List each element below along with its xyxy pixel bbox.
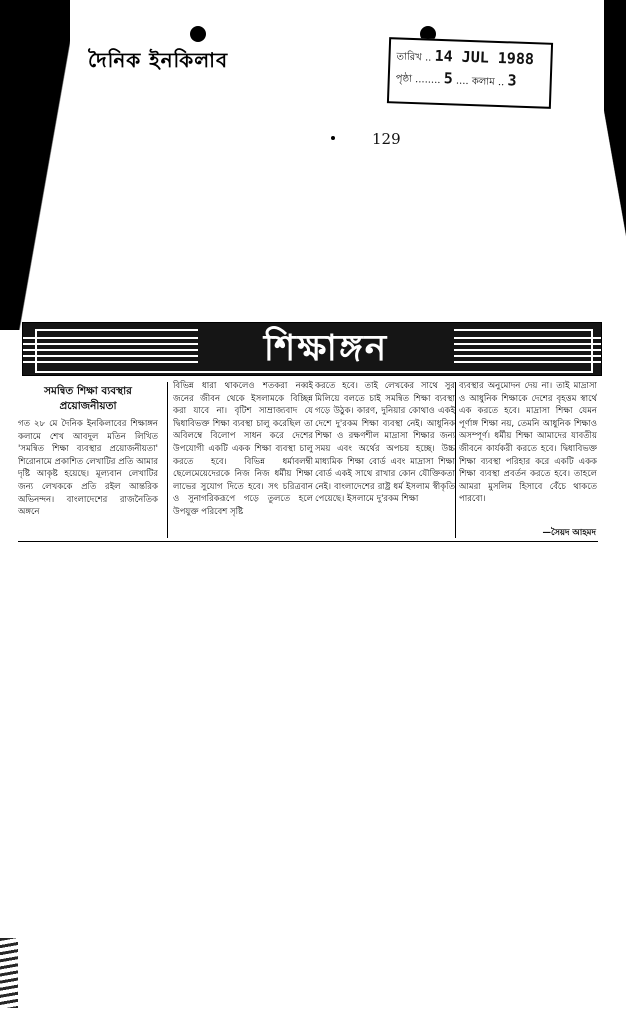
stamp-page-value: 5 <box>443 69 454 88</box>
column-divider <box>455 382 456 538</box>
article-column-4 <box>459 380 597 540</box>
column-divider <box>167 382 168 538</box>
article-column-3 <box>315 380 455 540</box>
page-number: 129 <box>372 130 401 148</box>
stamp-column-value: 3 <box>507 71 517 90</box>
stamp-date-value: 14 JUL 1988 <box>434 46 535 69</box>
date-stamp: তারিখ .. 14 JUL 1988 পৃষ্ঠা ........ 5 .... কলাম .. 3 <box>387 37 553 109</box>
newspaper-masthead: দৈনিক ইনকিলাব <box>88 48 229 72</box>
section-banner <box>22 322 602 376</box>
letter-article <box>18 380 598 542</box>
stamp-column-label: কলাম <box>471 76 495 88</box>
article-byline: —সৈয়দ আহমদ <box>542 528 596 538</box>
column-text: ব্যবস্থার অনুমোদন দেয় না। তাই মাদ্রাসা ও আধুনিক শিক্ষাকে দেশের বৃহত্তম স্বার্থে এক করতে হবে। মাদ্রাসা শিক্ষা যেমন পূর্ণাঙ্গ শিক্ষা নয়, তেমনি আধুনিক শিক্ষাও অসম্পূর্ণ। ধর্মীয় শিক্ষা আমাদের যাবতীয় জীবনে কার্যকরী করতে হবে। দ্বিধাবিভক্ত শিক্ষা ব্যবস্থা পরিহার করে একটি একক শিক্ষা ব্যবস্থা প্রবর্তন করতে হবে। তাহলে আমরা মুসলিম হিসাবে বেঁচে থাকতে পারবো। <box>459 381 597 505</box>
stamp-page-label: পৃষ্ঠা <box>395 73 413 85</box>
column-text: করতে হবে। তাই লেখকের সাথে সুর মিলিয়ে বলতে চাই সমন্বিত শিক্ষা ব্যবস্থা গড়ে উঠুক। কারণ, দুনিয়ার কোথাও একই দেশে দু'রকম শিক্ষা ব্যবস্থা নেই। আধুনিক শিক্ষা ও রক্ষণশীল মাদ্রাসা শিক্ষার জন্য সময় এবং অর্থের অপচয় হচ্ছে। উচ্চ মাধ্যমিক শিক্ষা বোর্ড এবং মাদ্রাসা শিক্ষা বোর্ড একই সাথে রাখার কোন যৌক্তিকতা নেই। বাংলাদেশের রাষ্ট্র ধর্ম ইসলাম স্বীকৃতি পেয়েছে। ইসলামে দু'রকম শিক্ষা <box>315 381 455 505</box>
punch-hole <box>190 26 206 42</box>
scan-left-edge <box>0 0 70 330</box>
article-column-1 <box>18 380 158 540</box>
stamp-date-label: তারিখ <box>396 51 423 64</box>
article-headline: সমন্বিত শিক্ষা ব্যবস্থার প্রয়োজনীয়তা <box>44 385 132 412</box>
column-text: বিভিন্ন ধারা থাকলেও শতকরা নব্বই জনের জীবন থেকে ইসলামকে বিচ্ছিন্ন করা যাবে না। বৃটিশ সাম্রাজ্যবাদ যে দ্বিধাবিভক্ত শিক্ষা ব্যবস্থা চালু করেছিল তা অবিলম্বে বিলোপ সাধন করে দেশের উপযোগী একটি একক শিক্ষা ব্যবস্থা চালু করতে হবে। বিভিন্ন ধর্মাবলম্বী ছেলেমেয়েদেরকে নিজ নিজ ধর্মীয় শিক্ষা লাভের সুযোগ দিতে হবে। সৎ চরিত্রবান ও সুনাগরিকরূপে গড়ে তুলতে হলে উপযুক্ত পরিবেশ সৃষ্টি <box>173 381 313 517</box>
banner-title: শিক্ষাঙ্গন <box>198 326 454 370</box>
article-bottom-rule <box>18 541 598 542</box>
ink-dot <box>331 136 335 140</box>
scan-edge-noise <box>0 938 18 1008</box>
scan-right-edge <box>604 0 626 300</box>
column-text: গত ২৮ মে দৈনিক ইনকিলাবের শিক্ষাঙ্গন কলামে শেখ আবদুল মতিন লিখিত 'সমন্বিত শিক্ষা ব্যবস্থার প্রয়োজনীয়তা' শিরোনামে প্রকাশিত লেখাটির প্রতি আমার দৃষ্টি আকৃষ্ট হয়েছে। মূল্যবান লেখাটির জন্য লেখককে প্রতি রইল আন্তরিক অভিনন্দন। বাংলাদেশের রাজনৈতিক অঙ্গনে <box>18 419 158 518</box>
article-column-2 <box>173 380 313 540</box>
